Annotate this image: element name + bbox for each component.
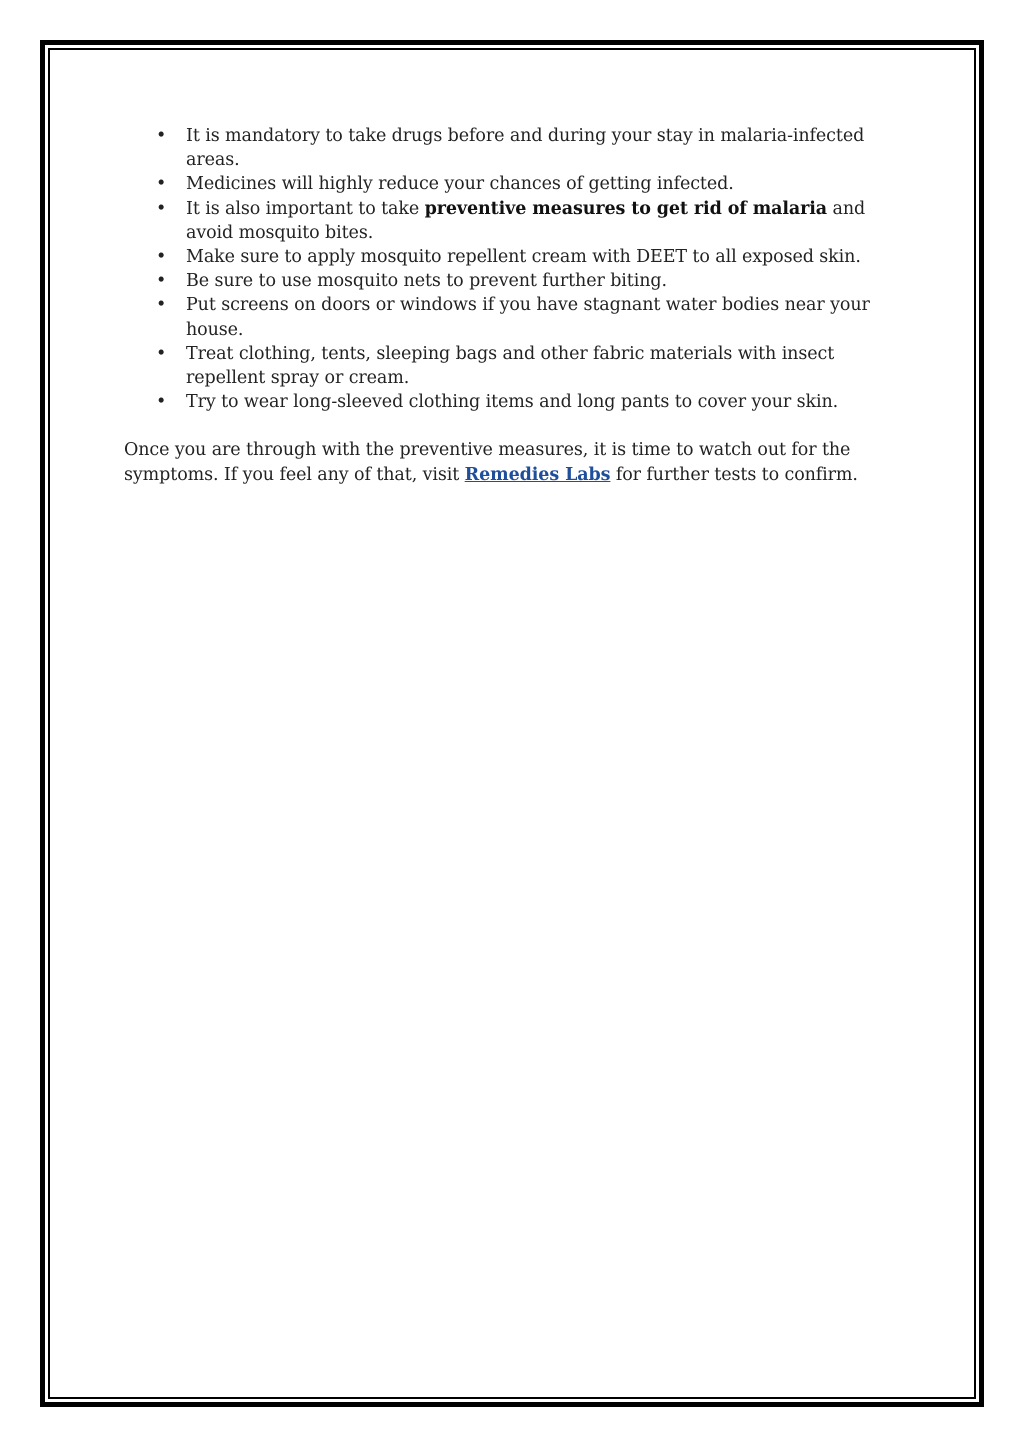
closing-text-after: for further tests to confirm. [610, 464, 858, 485]
list-item-text: Be sure to use mosquito nets to prevent further biting. [186, 271, 667, 292]
list-item-bold-text: preventive measures to get rid of malaria [424, 198, 828, 219]
list-item [124, 390, 884, 414]
bullet-icon: • [156, 295, 167, 316]
list-item-text-before: It is also important to take [186, 198, 425, 219]
list-item [124, 293, 884, 341]
list-item-text-after: and avoid mosquito bites. [186, 198, 866, 243]
list-item-text: Treat clothing, tents, sleeping bags and other fabric materials with insect repellent spray or cream. [186, 343, 835, 389]
bullet-icon: • [156, 126, 167, 146]
remedies-labs-link[interactable]: Remedies Labs [464, 464, 611, 485]
prevention-list [124, 124, 884, 414]
bullet-icon: • [156, 174, 167, 195]
list-item-text: Try to wear long-sleeved clothing items and long pants to cover your skin. [186, 392, 839, 413]
list-item-text: It is mandatory to take drugs before and during your stay in malaria-infected areas. [186, 126, 865, 171]
bullet-icon: • [156, 392, 167, 413]
list-item-text: Make sure to apply mosquito repellent cream with DEET to all exposed skin. [186, 247, 861, 268]
document-body [124, 124, 884, 487]
bullet-icon: • [156, 271, 167, 292]
list-item [124, 342, 884, 390]
bullet-icon: • [156, 343, 167, 364]
list-item [124, 197, 884, 245]
list-item [124, 269, 884, 293]
list-item [124, 245, 884, 269]
list-item-text: Medicines will highly reduce your chances of getting infected. [186, 174, 734, 195]
bullet-icon: • [156, 198, 167, 219]
closing-paragraph [124, 438, 884, 486]
list-item-text: Put screens on doors or windows if you have stagnant water bodies near your house. [186, 295, 870, 340]
list-item [124, 172, 884, 196]
closing-text-before: Once you are through with the preventive measures, it is time to watch out for the symptoms. If you feel any of that, visit [124, 440, 851, 485]
bullet-icon: • [156, 247, 167, 268]
list-item [124, 124, 884, 172]
